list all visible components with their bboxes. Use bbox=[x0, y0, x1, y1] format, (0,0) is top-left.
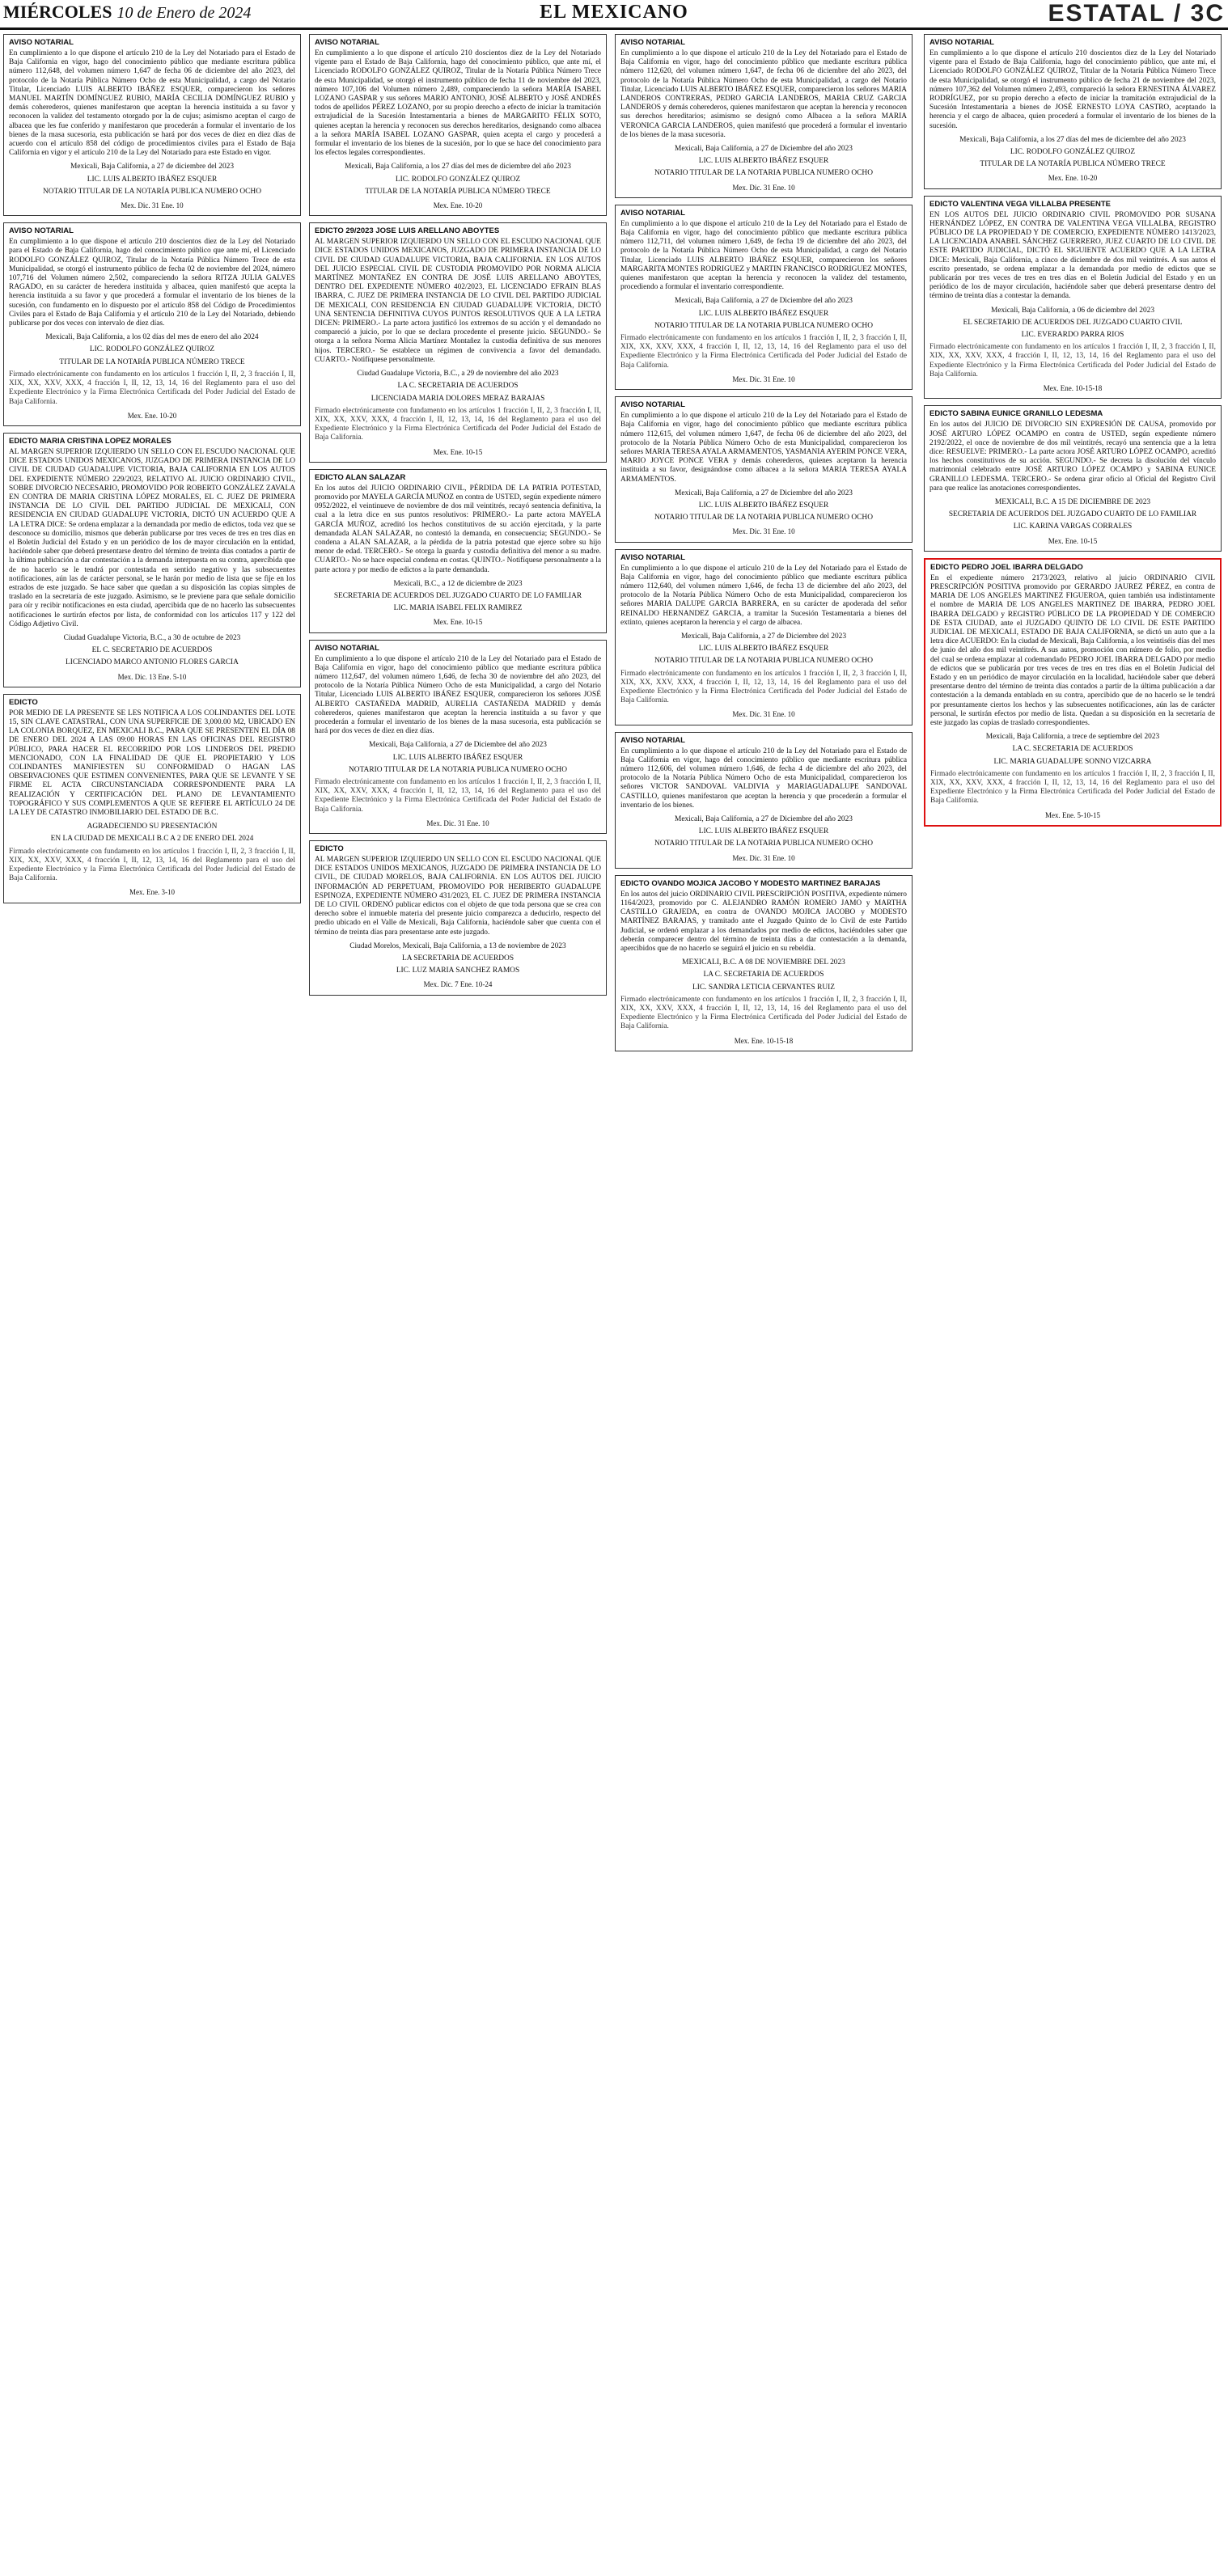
legal-notice bbox=[309, 34, 607, 216]
notice-place-date: Mexicali, Baja California, a trece de septiembre del 2023 bbox=[985, 733, 1160, 742]
notice-signer: LIC. RODOLFO GONZÁLEZ QUIROZ bbox=[395, 175, 521, 184]
notice-signer-title: LIC. KARINA VARGAS CORRALES bbox=[1013, 522, 1133, 531]
notice-body: En cumplimiento a lo que dispone el artículo 210 de la Ley del Notariado para el Estado de Baja California en vigor, hago del conocimiento público que mediante escritura pública número 112,711, del volumen número 1,649, de fecha 19 de diciembre del año 2023, del protocolo de la Notaría Pública Número Ocho de esta Municipalidad, a cargo del Notario Titular, Licenciado LUIS ALBERTO IBÁÑEZ ESQUER, comparecieron los señores MARGARITA MONTES RODRIGUEZ y MARTIN FRANCISCO RODRIGUEZ MONTES, quienes manifestaron que aceptan la herencia y reconocen la validez del testamento, procediendo a formular el inventario correspondiente. bbox=[620, 219, 907, 292]
notice-place-date: Mexicali, Baja California, a 27 de Diciembre del 2023 bbox=[680, 632, 847, 641]
notice-place-date: Mexicali, Baja California, a 27 de Diciembre del año 2023 bbox=[369, 741, 547, 750]
publication-ref: Mex. Dic. 31 Ene. 10 bbox=[121, 201, 184, 210]
notice-place-date: Mexicali, Baja California, a los 02 días del mes de enero del año 2024 bbox=[45, 333, 259, 342]
legal-notice bbox=[3, 34, 301, 216]
notice-place-date: Mexicali, Baja California, a 27 de diciembre del 2023 bbox=[70, 163, 235, 171]
column-3 bbox=[615, 34, 913, 2572]
column-2 bbox=[309, 34, 607, 2572]
legal-notice bbox=[615, 396, 913, 542]
notice-title: EDICTO bbox=[9, 697, 38, 707]
publication-ref: Mex. Ene. 10-15-18 bbox=[1043, 384, 1103, 393]
notice-place-date: MEXICALI, B.C. A 08 DE NOVIEMBRE DEL 2023 bbox=[682, 958, 845, 967]
column-4 bbox=[924, 34, 1222, 2572]
publication-ref: Mex. Ene. 10-15 bbox=[433, 618, 483, 627]
notice-body: En cumplimiento a lo que dispone el artículo 210 de la Ley del Notariado para el Estado de Baja California en vigor, hago del conocimiento público que mediante escritura pública número 112,606, del volumen número 1,646, de fecha 4 de diciembre del año 2023, del protocolo de la Notaría Pública Número Ocho de esta Municipalidad, comparecieron los señores VICTOR SANDOVAL VALDIVIA y MARIAGUADALUPE SANDOVAL CASTILLO, quienes manifestaron que aceptan la herencia y que procederán a formular el inventario de los bienes. bbox=[620, 747, 907, 810]
legal-notice bbox=[3, 433, 301, 687]
notice-place-date: Mexicali, Baja California, a los 27 días del mes de diciembre del año 2023 bbox=[345, 163, 571, 171]
notice-body: En cumplimiento a lo que dispone el artículo 210 de la Ley del Notariado para el Estado de Baja California en vigor, hago del conocimiento público que mediante escritura pública número 112,647, del volumen número 1,646, de fecha 30 de noviembre del año 2023, del protocolo de la Notaría Pública Número Ocho de esta Municipalidad, a cargo del Notario Titular, Licenciado LUIS ALBERTO IBÁÑEZ ESQUER, comparecieron los señores JOSÉ ALBERTO CASTAÑEDA MADRID, AURELIA CASTAÑEDA MADRID y demás coherederos, quienes manifestaron que aceptan la herencia instituida a su favor y que procederán a formular el inventario de los bienes de la masa sucesoria, esta publicación se hará por dos veces de diez en diez días. bbox=[315, 654, 601, 736]
notice-title: AVISO NOTARIAL bbox=[620, 552, 685, 562]
notice-title: EDICTO OVANDO MOJICA JACOBO Y MODESTO MARTINEZ BARAJAS bbox=[620, 878, 881, 888]
notice-signer: LIC. LUIS ALBERTO IBÁÑEZ ESQUER bbox=[698, 645, 829, 654]
notice-legal-footer: Firmado electrónicamente con fundamento en los artículos 1 fracción I, II, 2, 3 fracción I, II, XIX, XX, XXV, XXX, 4 fracción I, II, 12, 13, 14, 16 del Reglamento para el uso del Expediente Electrónico y la Firma Electrónica Certificada del Poder Judicial del Estado de Baja California. bbox=[9, 847, 295, 883]
notice-body: En el expediente número 2173/2023, relativo al juicio ORDINARIO CIVIL PRESCRIPCIÓN POSITIVA promovido por GERARDO JAUREZ PÉREZ, en contra de MARIA DE LOS ANGELES MARTINEZ FIGUEROA, quien también usa indistintamente el nombre de MARIA DE LOS ANGELES MARTINEZ DE IBARRA, PEDRO JOEL IBARRA DELGADO y REGISTRO PÚBLICO DE LA PROPIEDAD Y DE COMERCIO DE ESTA CIUDAD, ante el JUZGADO QUINTO DE LO CIVIL DE ESTE PARTIDO JUDICIAL DE MEXICALI, ESTADO DE BAJA CALIFORNIA, se dictó un auto que a la letra dice ACUERDO: En la ciudad de Mexicali, Baja California, a los veintiséis días del mes de junio del año dos mil veintitrés. A sus autos, promoción con número de folio, por medio del cual se ordena emplazar al codemandado PEDRO JOEL IBARRA DELGADO por medio de edictos que se publicarán por tres veces de tres en tres días en el Boletín Judicial del Estado y en un periódico de mayor circulación en la localidad, haciéndole saber que deberá presentarse dentro del término de treinta días contados a partir de la última publicación a dar contestación a la demanda entablada en su contra, apercibido que de no hacerlo se le tendrá por presuntamente ciertos los hechos y las subsecuentes notificaciones, aún las de carácter personal, le surtirán efectos por medio de lista. Quedan a su disposición en la secretaría de este juzgado las copias de traslado correspondientes. bbox=[930, 573, 1215, 727]
notice-body: En cumplimiento a lo que dispone el artículo 210 de la Ley del Notariado para el Estado de Baja California en vigor, hago del conocimiento público que mediante escritura pública número 112,640, del volumen número 1,646, de fecha 13 de diciembre del año 2023, del protocolo de la Notaría Pública Número Ocho de esta Municipalidad, comparecieron los señores MARIA DALUPE GARCIA BARRERA, en su carácter de apoderada del señor REINALDO HERNANDEZ GARCIA, a tramitar la Sucesión Testamentaria a bienes del extinto, quienes aceptaron la herencia y el cargo de albacea. bbox=[620, 564, 907, 627]
notice-signer-title: LIC. MARIA ISABEL FELIX RAMIREZ bbox=[393, 604, 523, 613]
notice-signer-title: NOTARIO TITULAR DE LA NOTARIA PUBLICA NUMERO OCHO bbox=[654, 657, 873, 666]
notice-place-date: Mexicali, Baja California, a 27 de Diciembre del año 2023 bbox=[675, 815, 853, 823]
publication-ref: Mex. Dic. 31 Ene. 10 bbox=[732, 183, 795, 192]
notice-title: EDICTO MARIA CRISTINA LOPEZ MORALES bbox=[9, 436, 171, 446]
notice-signer-title: LIC. MARIA GUADALUPE SONNO VIZCARRA bbox=[993, 757, 1152, 766]
notice-signer: LIC. LUIS ALBERTO IBÁÑEZ ESQUER bbox=[392, 753, 523, 762]
notice-body: POR MEDIO DE LA PRESENTE SE LES NOTIFICA A LOS COLINDANTES DEL LOTE 15, SIN CLAVE CATASTRAL, CON UNA SUPERFICIE DE 3,000.00 M2, UBICADO EN LA COLONIA BORQUEZ, EN MEXICALI B.C., PARA QUE SE PRESENTEN EL DÍA 08 DE ENERO DEL 2024 A LAS 09:00 HORAS EN LAS OFICINAS DEL REGISTRO PÚBLICO, PARA HACER EL RECORRIDO POR LOS LINDEROS DEL PREDIO MENCIONADO, CON LA FINALIDAD DE QUE EL PROPIETARIO Y LOS COLINDANTES MANIFIESTEN SU CONFORMIDAD O HAGAN LAS OBSERVACIONES QUE ESTIMEN CONVENIENTES, PARA QUE SE LEVANTE Y SE FIRME EL ACTA CIRCUNSTANCIADA CORRESPONDIENTE PARA LA REALIZACIÓN Y CERTIFICACIÓN DEL PLANO DE LEVANTAMIENTO TOPOGRÁFICO Y SUS COMPLEMENTOS A QUE SE REFIERE EL ARTÍCULO 24 DE LA LEY DE CATASTRO INMOBILIARIO DEL ESTADO DE B.C. bbox=[9, 709, 295, 818]
notice-place-date: Mexicali, Baja California, a 06 de diciembre del 2023 bbox=[990, 306, 1155, 315]
notice-signer: EN LA CIUDAD DE MEXICALI B.C A 2 DE ENERO DEL 2024 bbox=[50, 835, 254, 844]
notice-signer: LA SECRETARIA DE ACUERDOS bbox=[401, 954, 514, 963]
notice-legal-footer: Firmado electrónicamente con fundamento en los artículos 1 fracción I, II, 2, 3 fracción I, II, XIX, XX, XXV, XXX, 4 fracción I, II, 12, 13, 14, 16 del Reglamento para el uso del Expediente Electrónico y la Firma Electrónica Certificada del Poder Judicial del Estado de Baja California. bbox=[929, 343, 1216, 379]
publication-ref: Mex. Ene. 3-10 bbox=[129, 888, 175, 897]
notice-place-date: Ciudad Morelos, Mexicali, Baja California, a 13 de noviembre de 2023 bbox=[349, 941, 566, 950]
notice-title: EDICTO 29/2023 JOSE LUIS ARELLANO ABOYTES bbox=[315, 226, 500, 236]
notice-body: En cumplimiento a lo que dispone el artículo 210 de la Ley del Notariado para el Estado de Baja California en vigor, hago del conocimiento público que mediante escritura pública número 112,648, del volumen número 1,647 de fecha 06 de diciembre del año 2023, del protocolo de la Notaría Pública Número Ocho de esta Municipalidad, a cargo del Notario Titular, Licenciado LUIS ALBERTO IBÁÑEZ ESQUER, comparecieron los señores MANUEL MARTÍN DOMÍNGUEZ RUBIO, MARÍA CECILIA DOMÍNGUEZ RUBIO y demás coherederos, quienes manifestaron que aceptan la herencia instituida a su favor y reconocen la validez del testamento otorgado por la de cujus; asimismo aceptan el cargo de albacea que les fue conferido y manifestaron que procederán a formular el inventario de los bienes de la masa sucesoria, esta publicación se hará por dos veces de diez en diez días de acuerdo con el artículo 858 del código de procedimientos civiles para el Estado de Baja California en vigor y el artículo 210 de la Ley del Notariado para este Estado en vigor. bbox=[9, 49, 295, 158]
notice-signer: LIC. LUIS ALBERTO IBÁÑEZ ESQUER bbox=[698, 501, 829, 510]
notice-signer: EL SECRETARIO DE ACUERDOS DEL JUZGADO CUARTO CIVIL bbox=[963, 318, 1183, 327]
notice-title: AVISO NOTARIAL bbox=[9, 226, 74, 236]
notice-body: AL MARGEN SUPERIOR IZQUIERDO UN SELLO CON EL ESCUDO NACIONAL QUE DICE ESTADOS UNIDOS MEXICANOS, JUZGADO DE PRIMERA INSTANCIA DE LO CIVIL DE CIUDAD GUADALUPE VICTORIA, BAJA CALIFORNIA. EN LOS AUTOS DEL JUICIO ESPECIAL CIVIL DE CUSTODIA PROMOVIDO POR NORMA ALICIA MARTÍNEZ MONTAÑEZ EN CONTRA DE JOSÉ LUIS ARELLANO ABOYTES, DENTRO DEL EXPEDIENTE NÚMERO 402/2023, EL LICENCIADO EFRAIN BLAS IBARRA, C. JUEZ DE PRIMERA INSTANCIA DE LO CIVIL DEL PARTIDO JUDICIAL DE MEXICALI, CON RESIDENCIA EN CIUDAD GUADALUPE VICTORIA, DICTÓ UNA SENTENCIA DEFINITIVA CUYOS PUNTOS RESOLUTIVOS QUE A LA LETRA DICEN: PRIMERO.- La parte actora justificó los extremos de su acción y el demandado no compareció a juicio, por lo que se declara procedente el presente juicio. SEGUNDO.- Se otorga a la señora Norma Alicia Martínez Montañez la custodia definitiva de sus menores hijos. TERCERO.- Se establece un régimen de convivencia a favor del demandado. CUARTO.- Notifíquese personalmente. bbox=[315, 238, 601, 364]
legal-notice bbox=[3, 222, 301, 426]
legal-notice bbox=[615, 875, 913, 1051]
legal-notice bbox=[615, 205, 913, 390]
notice-legal-footer: Firmado electrónicamente con fundamento en los artículos 1 fracción I, II, 2, 3 fracción I, II, XIX, XX, XXV, XXX, 4 fracción I, II, 12, 13, 14, 16 del Reglamento para el uso del Expediente Electrónico y la Firma Electrónica Certificada del Poder Judicial del Estado de Baja California. bbox=[930, 769, 1215, 806]
notice-signer: LA C. SECRETARIA DE ACUERDOS bbox=[397, 382, 519, 391]
notice-signer-title: TITULAR DE LA NOTARÍA PUBLICA NÚMERO TRECE bbox=[59, 357, 245, 366]
legal-notice bbox=[309, 840, 607, 996]
notice-signer: LIC. LUIS ALBERTO IBÁÑEZ ESQUER bbox=[698, 827, 829, 836]
notice-title: EDICTO ALAN SALAZAR bbox=[315, 472, 406, 482]
publication-ref: Mex. Ene. 10-20 bbox=[1048, 174, 1098, 183]
publication-ref: Mex. Dic. 31 Ene. 10 bbox=[732, 374, 795, 383]
notice-signer: SECRETARIA DE ACUERDOS DEL JUZGADO CUARTO DE LO FAMILIAR bbox=[333, 591, 582, 600]
publication-ref: Mex. Dic. 31 Ene. 10 bbox=[732, 527, 795, 536]
notice-place-date: Mexicali, Baja California, a 27 de Diciembre del año 2023 bbox=[675, 489, 853, 497]
publication-ref: Mex. Dic. 31 Ene. 10 bbox=[732, 710, 795, 719]
page-header bbox=[0, 0, 1228, 26]
notice-place-date: Ciudad Guadalupe Victoria, B.C., a 29 de noviembre del año 2023 bbox=[357, 370, 559, 379]
publication-ref: Mex. Dic. 7 Ene. 10-24 bbox=[423, 980, 493, 989]
notice-signer-title: LICENCIADO MARCO ANTONIO FLORES GARCIA bbox=[66, 658, 239, 667]
publication-ref: Mex. Ene. 10-20 bbox=[127, 411, 177, 420]
notice-body: AL MARGEN SUPERIOR IZQUIERDO UN SELLO CON EL ESCUDO NACIONAL QUE DICE ESTADOS UNIDOS MEXICANOS, JUZGADO DE PRIMERA INSTANCIA DE LO CIVIL, DE CIUDAD MORELOS, BAJA CALIFORNIA. EN LOS AUTOS DEL JUICIO INFORMACIÓN AD PERPETUAM, PROMOVIDO POR HERIBERTO GUADALUPE ESPINOZA, EXPEDIENTE NÚMERO 431/2023, EL C. JUEZ DE PRIMERA INSTANCIA DE LO CIVIL ORDENÓ publicar edictos con el objeto de que toda persona que se crea con derecho sobre el inmueble materia del presente juicio comparezca a deducirlo, respecto del predio ubicado en el Valle de Mexicali, Baja California, haciéndole saber que cuenta con el término de treinta días para presentarse ante este juzgado. bbox=[315, 856, 601, 937]
notice-signer: LIC. LUIS ALBERTO IBÁÑEZ ESQUER bbox=[87, 175, 218, 184]
notice-legal-footer: Firmado electrónicamente con fundamento en los artículos 1 fracción I, II, 2, 3 fracción I, II, XIX, XX, XXV, XXX, 4 fracción I, II, 12, 13, 14, 16 del Reglamento para el uso del Expediente Electrónico y la Firma Electrónica Certificada del Poder Judicial del Estado de Baja California. bbox=[315, 778, 601, 814]
notice-legal-footer: Firmado electrónicamente con fundamento en los artículos 1 fracción I, II, 2, 3 fracción I, II, XIX, XX, XXV, XXX, 4 fracción I, II, 12, 13, 14, 16 del Reglamento para el uso del Expediente Electrónico y la Firma Electrónica Certificada del Poder Judicial del Estado de Baja California. bbox=[9, 370, 295, 406]
notice-title: AVISO NOTARIAL bbox=[620, 38, 685, 47]
publication-ref: Mex. Ene. 10-20 bbox=[433, 201, 483, 210]
notice-signer-title: TITULAR DE LA NOTARÍA PUBLICA NÚMERO TRECE bbox=[980, 160, 1166, 169]
notice-title: EDICTO bbox=[315, 844, 344, 854]
notice-signer-title: LIC. SANDRA LETICIA CERVANTES RUIZ bbox=[692, 983, 835, 992]
publication-ref: Mex. Dic. 31 Ene. 10 bbox=[732, 853, 795, 862]
notice-title: AVISO NOTARIAL bbox=[620, 400, 685, 410]
notice-title: AVISO NOTARIAL bbox=[620, 208, 685, 218]
notice-signer: LIC. RODOLFO GONZÁLEZ QUIROZ bbox=[89, 345, 215, 354]
notice-body: En cumplimiento a lo que dispone el artículo 210 doscientos diez de la Ley del Notariado vigente para el Estado de Baja California, hago del conocimiento público, que ante mí, el Licenciado RODOLFO GONZÁLEZ QUIROZ, Titular de la Notaría Pública Número Trece de esta Municipalidad, se otorgó el instrumento público de fecha 21 de noviembre del 2023, número 107,362 del Volumen número 2,493, compareció la señora ERNESTINA ÁLVAREZ RODRÍGUEZ, por su propio derecho a efecto de iniciar la tramitación extrajudicial de la Sucesión Intestamentaria a bienes de JOSÉ ERNESTO LOYA CASTRO, aceptando la herencia y el cargo de albacea, quien procederá a formular el inventario de los bienes de la sucesión. bbox=[929, 49, 1216, 130]
notice-signer-title: NOTARIO TITULAR DE LA NOTARIA PUBLICA NUMERO OCHO bbox=[654, 840, 873, 848]
legal-notice bbox=[3, 694, 301, 903]
newspaper-name: EL MEXICANO bbox=[540, 2, 688, 23]
notice-body: En los autos del JUICIO ORDINARIO CIVIL, PÉRDIDA DE LA PATRIA POTESTAD, promovido por MAYELA GARCÍA MUÑOZ en contra de USTED, según expediente número 0952/2022, el veintinueve de noviembre de dos mil veintitrés, recayó sentencia definitiva, la cual a la letra dice en sus puntos resolutivos: PRIMERO.- La parte actora MAYELA GARCÍA MUÑOZ, acreditó los hechos constitutivos de su acción ejercitada, y la parte demandada ALAN SALAZAR, no contestó la demanda, en consecuencia; SEGUNDO.- Se condena a ALAN SALAZAR, a la pérdida de la patria potestad que ejerce sobre su hijo menor de edad. TERCERO.- Se otorga la guarda y custodia definitiva del menor a su madre. CUARTO.- No se hace especial condena en costas. QUINTO.- Notifíquese personalmente a la parte actora y por medio de edictos a la parte demandada. bbox=[315, 484, 601, 574]
notice-body: En los autos del JUICIO DE DIVORCIO SIN EXPRESIÓN DE CAUSA, promovido por JOSÉ ARTURO LÓPEZ OCAMPO en contra de USTED, según expediente número 2192/2022, el once de noviembre de dos mil veintitrés, recayó una sentencia que a la letra dice: RESUELVE: PRIMERO.- La parte actora JOSÉ ARTURO LÓPEZ OCAMPO, acreditó los hechos constitutivos de su acción. SEGUNDO.- Se decreta la disolución del vínculo matrimonial celebrado entre JOSÉ ARTURO LÓPEZ OCAMPO y SABINA EUNICE GRANILLO LEDESMA. TERCERO.- Se ordena girar oficio al Oficial del Registro Civil para que realice las anotaciones correspondientes. bbox=[929, 421, 1216, 493]
date-text: 10 de Enero de 2024 bbox=[116, 4, 252, 22]
publication-ref: Mex. Ene. 10-15 bbox=[1048, 536, 1098, 545]
legal-notice bbox=[309, 469, 607, 633]
notice-place-date: Mexicali, Baja California, a 27 de Diciembre del año 2023 bbox=[675, 297, 853, 306]
legal-notice bbox=[309, 222, 607, 462]
notice-body: En cumplimiento a lo que dispone el artículo 210 de la Ley del Notariado para el Estado de Baja California en vigor, hago del conocimiento público que mediante escritura pública número 112,615, del volumen número 1,647, de fecha 06 de diciembre del año 2023, del protocolo de la Notaría Pública Número Ocho de esta Municipalidad, comparecieron los señores MARIA TERESA AYALA ARMAMENTOS, YASMANIA AYERIM PONCE VERA, MARIO JOYCE PONCE VERA y demás coherederos, quienes aceptaron la herencia instituida a su favor, designándose como albacea a la señora MARIA TERESA AYALA ARMAMENTOS. bbox=[620, 412, 907, 484]
notice-place-date: Mexicali, B.C., a 12 de diciembre de 2023 bbox=[393, 579, 523, 588]
notice-place-date: MEXICALI, B.C. A 15 DE DICIEMBRE DE 2023 bbox=[994, 497, 1151, 506]
publication-ref: Mex. Ene. 10-15-18 bbox=[734, 1036, 794, 1045]
notice-signer-title: NOTARIO TITULAR DE LA NOTARIA PUBLICA NUMERO OCHO bbox=[654, 169, 873, 178]
notice-place-date: AGRADECIENDO SU PRESENTACIÓN bbox=[87, 823, 218, 831]
notice-body: En los autos del juicio ORDINARIO CIVIL PRESCRIPCIÓN POSITIVA, expediente número 1164/2023, promovido por C. ALEJANDRO RAMÓN ROMERO JAMO y MARTHA CASTILLO GRAJEDA, en contra de OVANDO MOJICA JACOBO y MODESTO MARTÍNEZ BARAJAS, y tramitado ante el Juzgado Quinto de lo Civil de este Partido Judicial, se ordenó emplazar a los demandados por medio de edictos, haciéndoles saber que deberán comparecer dentro del término de treinta días a dar contestación a la demanda, apercibidos que de no hacerlo se seguirá el juicio en su rebeldía. bbox=[620, 890, 907, 954]
notice-signer-title: NOTARIO TITULAR DE LA NOTARÍA PUBLICA NUMERO OCHO bbox=[43, 187, 261, 196]
publication-ref: Mex. Ene. 5-10-15 bbox=[1045, 810, 1100, 819]
notice-body: En cumplimiento a lo que dispone el artículo 210 de la Ley del Notariado para el Estado de Baja California en vigor, hago del conocimiento público que mediante escritura pública número 112,620, del volumen número 1,647, de fecha 06 de diciembre del año 2023, del protocolo de la Notaría Pública Número Ocho de esta Municipalidad, a cargo del Notario Titular, Licenciado LUIS ALBERTO IBÁÑEZ ESQUER, comparecieron los señores MARIA LANDEROS CONTRERAS, PEDRO GARCIA LANDEROS, MARIA CRUZ GARCIA LANDEROS y demás coherederos, quienes manifestaron que aceptan la herencia y reconocen sus derechos hereditarios; asimismo se designó como Albacea a la señora MARIA VERONICA GARCIA LANDEROS, quien manifestó que procederá a formular el inventario de los bienes de la masa sucesoria. bbox=[620, 49, 907, 139]
notice-signer-title: NOTARIO TITULAR DE LA NOTARIA PUBLICA NUMERO OCHO bbox=[654, 514, 873, 522]
weekday: MIÉRCOLES bbox=[3, 2, 112, 22]
notice-title: AVISO NOTARIAL bbox=[929, 38, 994, 47]
notice-body: En cumplimiento a lo que dispone el artículo 210 doscientos diez de la Ley del Notariado vigente para el Estado de Baja California, hago del conocimiento público, que ante mí, el Licenciado RODOLFO GONZÁLEZ QUIROZ, Titular de la Notaría Pública Número Trece de esta Municipalidad, se otorgó el instrumento público de fecha 11 de noviembre del 2023, número 107,106 del Volumen número 2,489, compareciendo la señora MARÍA ISABEL LOZANO GASPAR y sus señores MARIO ANTONIO, JOSÉ ALBERTO y JOSÉ ANDRÉS todos de apellidos PÉREZ LOZANO, por su propio derecho a efecto de iniciar la tramitación extrajudicial de la Sucesión Intestamentaria a bienes de MARGARITO FÉLIX SOTO, quienes aceptan la herencia y reconocen sus derechos hereditarios, designando como albacea a la señora MARÍA ISABEL LOZANO GASPAR, quien acepta el cargo y procederá a formular el inventario de los bienes de la sucesión, por lo que se hace del conocimiento para los efectos legales correspondientes. bbox=[315, 49, 601, 158]
column-1 bbox=[3, 34, 301, 2572]
notice-place-date: Mexicali, Baja California, a los 27 días del mes de diciembre del año 2023 bbox=[959, 135, 1186, 144]
notice-legal-footer: Firmado electrónicamente con fundamento en los artículos 1 fracción I, II, 2, 3 fracción I, II, XIX, XX, XXV, XXX, 4 fracción I, II, 12, 13, 14, 16 del Reglamento para el uso del Expediente Electrónico y la Firma Electrónica Certificada del Poder Judicial del Estado de Baja California. bbox=[620, 334, 907, 370]
notice-title: AVISO NOTARIAL bbox=[315, 38, 379, 47]
notice-signer: LIC. RODOLFO GONZÁLEZ QUIROZ bbox=[1010, 148, 1136, 157]
publication-ref: Mex. Dic. 13 Ene. 5-10 bbox=[117, 672, 187, 681]
notice-legal-footer: Firmado electrónicamente con fundamento en los artículos 1 fracción I, II, 2, 3 fracción I, II, XIX, XX, XXV, XXX, 4 fracción I, II, 12, 13, 14, 16 del Reglamento para el uso del Expediente Electrónico y la Firma Electrónica Certificada del Poder Judicial del Estado de Baja California. bbox=[620, 669, 907, 705]
notice-signer-title: NOTARIO TITULAR DE LA NOTARIA PUBLICA NUMERO OCHO bbox=[349, 765, 567, 774]
legal-notice bbox=[924, 34, 1222, 189]
notice-signer-title: NOTARIO TITULAR DE LA NOTARIA PUBLICA NUMERO OCHO bbox=[654, 321, 873, 330]
legal-notice bbox=[924, 196, 1222, 400]
notice-signer-title: TITULAR DE LA NOTARÍA PUBLICA NÚMERO TRECE bbox=[365, 187, 551, 196]
notice-signer: SECRETARIA DE ACUERDOS DEL JUZGADO CUARTO DE LO FAMILIAR bbox=[948, 510, 1197, 519]
notice-legal-footer: Firmado electrónicamente con fundamento en los artículos 1 fracción I, II, 2, 3 fracción I, II, XIX, XX, XXV, XXX, 4 fracción I, II, 12, 13, 14, 16 del Reglamento para el uso del Expediente Electrónico y la Firma Electrónica Certificada del Poder Judicial del Estado de Baja California. bbox=[620, 995, 907, 1031]
publication-ref: Mex. Dic. 31 Ene. 10 bbox=[426, 818, 489, 827]
notice-body: En cumplimiento a lo que dispone el artículo 210 doscientos diez de la Ley del Notariado para el Estado de Baja California, hago del conocimiento público que ante mí, el Licenciado RODOLFO GONZÁLEZ QUIROZ, Titular de la Notaría Pública Número Trece de esta Municipalidad, se otorgó el instrumento público de fecha 02 de noviembre del 2024, número 107,716 del Volumen número 2,502, compareciendo la señora RITZA JULIA GALVES RAGADO, en su carácter de heredera instituida y albacea, quien manifestó que acepta la herencia instituida a su favor y que procederá a formular el inventario de los bienes de la sucesión, con fundamento en lo dispuesto por el artículo 858 del Código de Procedimientos Civiles para el Estado de Baja California y el artículo 210 de la Ley del Notariado, debiendo publicarse por dos veces con intervalo de diez días. bbox=[9, 238, 295, 328]
notice-title: EDICTO SABINA EUNICE GRANILLO LEDESMA bbox=[929, 409, 1103, 419]
header-rule bbox=[0, 27, 1228, 30]
notice-signer: LA C. SECRETARIA DE ACUERDOS bbox=[703, 971, 824, 979]
notice-title: EDICTO VALENTINA VEGA VILLALBA PRESENTE bbox=[929, 199, 1111, 209]
notice-title: AVISO NOTARIAL bbox=[9, 38, 74, 47]
notice-title: AVISO NOTARIAL bbox=[315, 643, 379, 653]
notice-legal-footer: Firmado electrónicamente con fundamento en los artículos 1 fracción I, II, 2, 3 fracción I, II, XIX, XX, XXV, XXX, 4 fracción I, II, 12, 13, 14, 16 del Reglamento para el uso del Expediente Electrónico y la Firma Electrónica Certificada del Poder Judicial del Estado de Baja California. bbox=[315, 406, 601, 442]
legal-notice bbox=[309, 640, 607, 834]
legal-notice bbox=[924, 405, 1222, 551]
notice-signer-title: LICENCIADA MARIA DOLORES MERAZ BARAJAS bbox=[371, 394, 545, 403]
publication-ref: Mex. Ene. 10-15 bbox=[433, 447, 483, 456]
notice-signer: LA C. SECRETARIA DE ACUERDOS bbox=[1012, 745, 1133, 754]
notice-body: AL MARGEN SUPERIOR IZQUIERDO UN SELLO CON EL ESCUDO NACIONAL QUE DICE ESTADOS UNIDOS MEXICANOS, JUZGADO DE PRIMERA INSTANCIA DE LO CIVIL DE CIUDAD GUADALUPE VICTORIA, BAJA CALIFORNIA EN LOS AUTOS DEL EXPEDIENTE NÚMERO 229/2023, RELATIVO AL JUICIO ORDINARIO CIVIL, SOBRE DIVORCIO NECESARIO, PROMOVIDO POR ROBERTO GONZÁLEZ ZAVALA EN CONTRA DE MARIA CRISTINA LÓPEZ MORALES, EL C. JUEZ DE PRIMERA INSTANCIA DE LO CIVIL DEL PARTIDO JUDICIAL DE MEXICALI, CON RESIDENCIA EN CIUDAD GUADALUPE VICTORIA, DICTÓ UN ACUERDO QUE A LA LETRA DICE: Se ordena emplazar a la demandada por medio de edictos, toda vez que se desconoce su domicilio, mismos que deberán publicarse por tres veces de tres en tres días en el Boletín Judicial del Estado y en un periódico de los de mayor circulación en la entidad, haciéndole saber que deberá presentarse dentro del término de treinta días contados a partir de la última publicación a dar contestación a la demanda interpuesta en su contra, apercibida que de no hacerlo se le tendrá por contestada en sentido negativo y las subsecuentes notificaciones, aún las de carácter personal, se le harán por medio de lista que se fije en los estrados de este juzgado. Se hace saber que quedan a su disposición las copias simples de traslado en la secretaría de este juzgado. Asimismo, se le previene para que señale domicilio para oír y recibir notificaciones en esta ciudad, apercibida que de no hacerlo las subsecuentes notificaciones le surtirán efectos por lista, de conformidad con los artículos 117 y 122 del Código Adjetivo Civil. bbox=[9, 447, 295, 628]
notice-title: EDICTO PEDRO JOEL IBARRA DELGADO bbox=[930, 562, 1083, 572]
legal-notice bbox=[615, 732, 913, 869]
notice-title: AVISO NOTARIAL bbox=[620, 735, 685, 745]
notice-signer: LIC. LUIS ALBERTO IBÁÑEZ ESQUER bbox=[698, 157, 829, 166]
notice-place-date: Mexicali, Baja California, a 27 de Diciembre del año 2023 bbox=[675, 145, 853, 154]
notice-signer: LIC. LUIS ALBERTO IBÁÑEZ ESQUER bbox=[698, 309, 829, 318]
legal-notice bbox=[615, 34, 913, 198]
notice-body: EN LOS AUTOS DEL JUICIO ORDINARIO CIVIL PROMOVIDO POR SUSANA HERNÁNDEZ LÓPEZ, EN CONTRA DE VALENTINA VEGA VILLALBA, REGISTRO PÚBLICO DE LA PROPIEDAD Y DE COMERCIO, EXPEDIENTE NÚMERO 1413/2023, LA LICENCIADA ANABEL SÁNCHEZ GUERRERO, JUEZ CUARTO DE LO CIVIL DE ESTE PARTIDO JUDICIAL, DICTÓ EL SIGUIENTE ACUERDO QUE A LA LETRA DICE: Mexicali, Baja California, a cinco de diciembre de dos mil veintitrés. A sus autos el escrito presentado, se ordena emplazar a la demandada por medio de edictos que se publicarán por tres veces de tres en tres días en el Boletín Judicial del Estado y en un periódico de los de mayor circulación, haciéndole saber que deberá presentarse dentro del término de treinta días a contestar la demanda. bbox=[929, 210, 1216, 301]
notice-signer-title: LIC. LUZ MARIA SANCHEZ RAMOS bbox=[396, 967, 520, 975]
notice-signer: EL C. SECRETARIO DE ACUERDOS bbox=[91, 646, 213, 655]
notice-signer-title: LIC. EVERARDO PARRA RIOS bbox=[1021, 331, 1124, 340]
notice-place-date: Ciudad Guadalupe Victoria, B.C., a 30 de octubre de 2023 bbox=[63, 633, 241, 642]
legal-notice bbox=[615, 549, 913, 725]
legal-notice bbox=[924, 558, 1222, 827]
section-label: ESTATAL / 3C bbox=[1048, 0, 1225, 27]
